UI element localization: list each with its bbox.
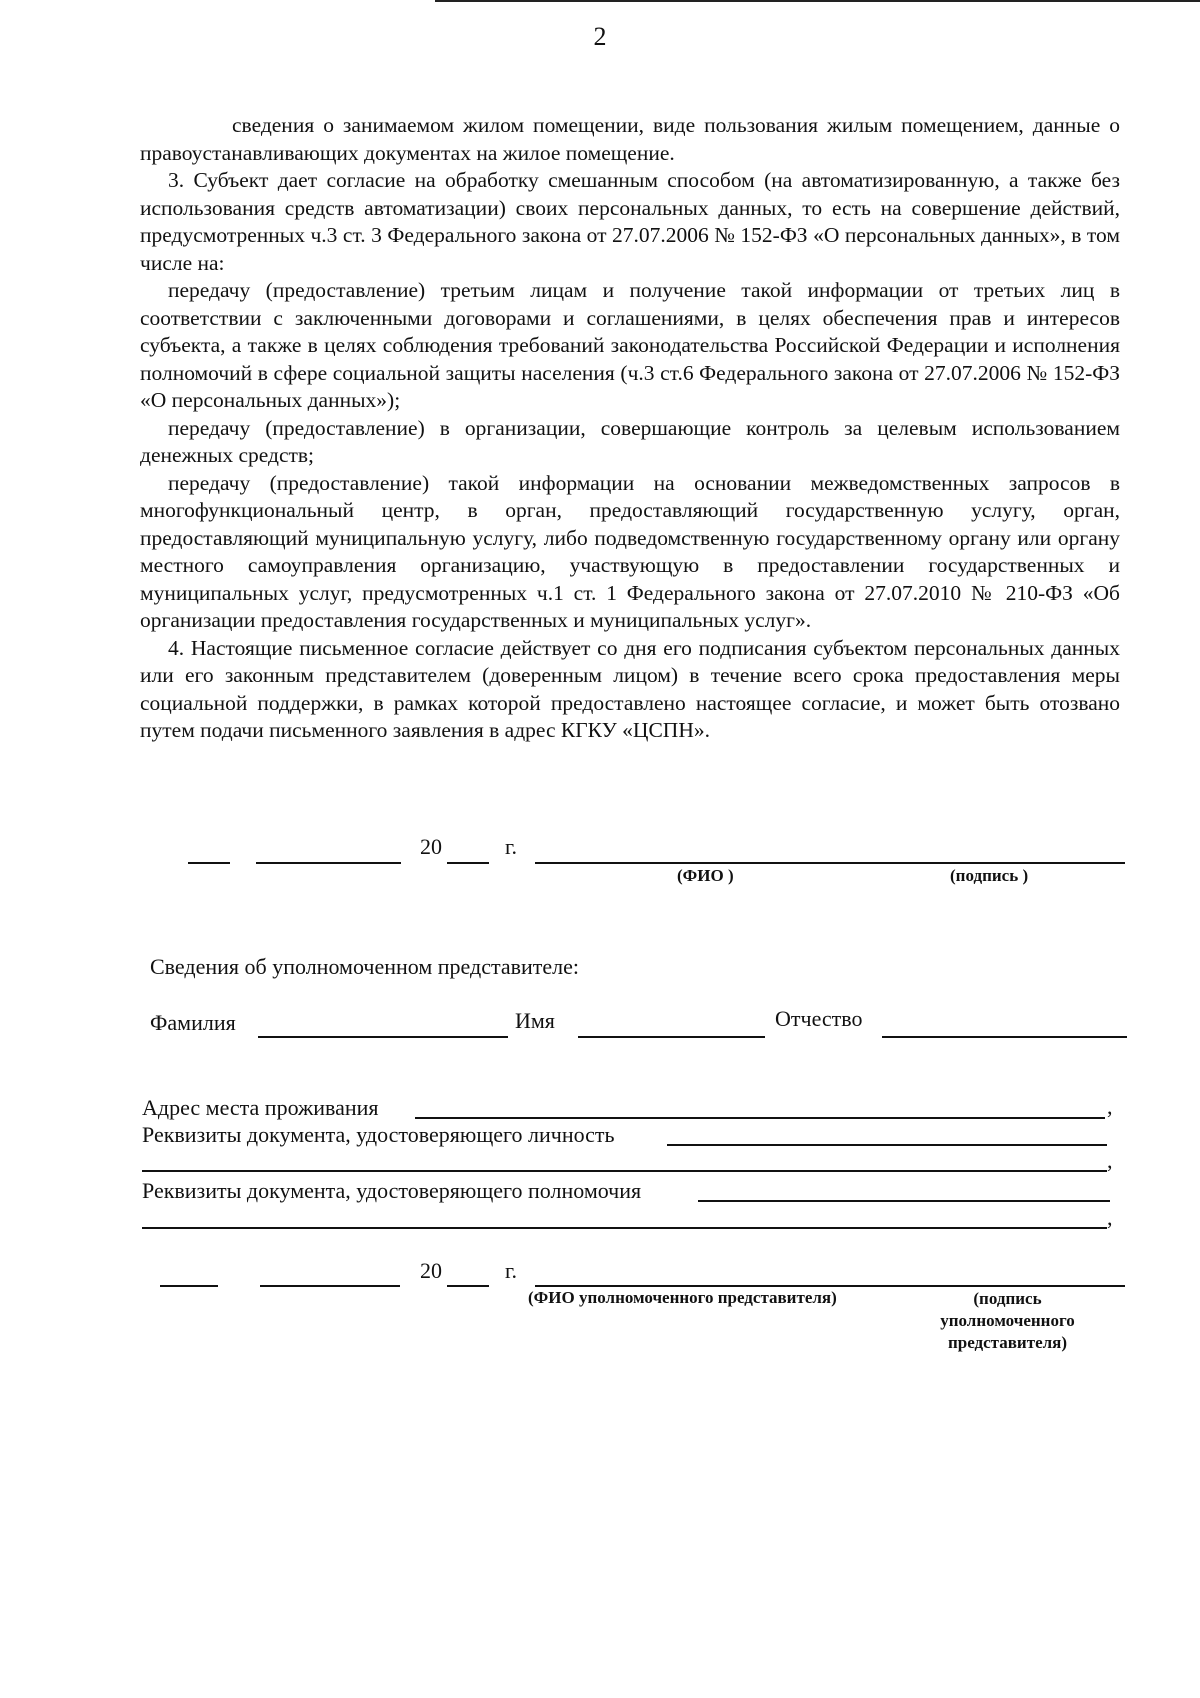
id-document-field-line2[interactable] (142, 1170, 1107, 1172)
year-suffix-2: г. (505, 1258, 518, 1283)
patronymic-label: Отчество (775, 1006, 863, 1031)
month-blank[interactable] (256, 862, 401, 864)
address-field[interactable] (415, 1117, 1105, 1119)
address-label: Адрес места проживания (142, 1095, 379, 1120)
day-blank-2[interactable] (160, 1285, 218, 1287)
id-document-comma: , (1107, 1148, 1113, 1173)
name-label: Имя (515, 1008, 555, 1033)
id-document-label: Реквизиты документа, удостоверяющего личность (142, 1122, 615, 1147)
paragraph-consent-4: 4. Настоящие письменное согласие действует со дня его подписания субъектом персональных данных или его законным представителем (доверенным лицом) в течение всего срока предоставления меры социальной поддержки, в рамках которой предоставлено настоящее согласие, и может быть отозвано путем подачи письменного заявления в адрес КГКУ «ЦСПН». (140, 635, 1120, 742)
year-blank[interactable] (447, 862, 489, 864)
year-blank-2[interactable] (447, 1285, 489, 1287)
address-comma: , (1107, 1094, 1113, 1119)
surname-label: Фамилия (150, 1010, 236, 1035)
authority-document-field-line2[interactable] (142, 1227, 1107, 1229)
name-field[interactable] (578, 1036, 765, 1038)
fio-signature-line-2[interactable] (535, 1285, 1125, 1287)
fio-caption: (ФИО ) (677, 866, 734, 885)
paragraph-interagency: передачу (предоставление) такой информации на основании межведомственных запросов в многофункциональный центр, в орган, предоставляющий государственную услугу, орган, предоставляющий муниципальную услугу, либо подведомственную государственному органу или органу местного самоуправления организацию, участвующую в предоставлении государственных и муниципальных услуг, предусмотренных ч.1 ст. 1 Федерального закона от 27.07.2010 № 210-ФЗ «Об организации предоставления государственных и муниципальных услуг». (140, 470, 1120, 632)
authority-document-field[interactable] (698, 1200, 1110, 1202)
patronymic-field[interactable] (882, 1036, 1127, 1038)
signature-caption-2: (подпись уполномоченного представителя) (940, 1289, 1075, 1352)
page-number: 2 (593, 22, 607, 51)
fio-caption-2: (ФИО уполномоченного представителя) (528, 1288, 837, 1307)
authority-document-comma: , (1107, 1205, 1113, 1230)
paragraph-consent-3: 3. Субъект дает согласие на обработку смешанным способом (на автоматизированную, а также без использования средств автоматизации) своих персональных данных, то есть на совершение действий, предусмотренных ч.3 ст. 3 Федерального закона от 27.07.2006 № 152-ФЗ «О персональных данных», в том числе на: (140, 168, 1120, 275)
day-blank[interactable] (188, 862, 230, 864)
fio-signature-line[interactable] (535, 862, 1125, 864)
year-prefix-2: 20 (420, 1258, 442, 1283)
year-suffix: г. (505, 834, 518, 859)
representative-heading: Сведения об уполномоченном представителе: (150, 954, 580, 979)
year-prefix: 20 (420, 834, 442, 859)
id-document-field[interactable] (667, 1144, 1107, 1146)
top-border-line (435, 0, 1200, 2)
authority-document-label: Реквизиты документа, удостоверяющего полномочия (142, 1178, 642, 1203)
paragraph-control-orgs: передачу (предоставление) в организации, совершающие контроль за целевым использованием денежных средств; (140, 415, 1120, 467)
surname-field[interactable] (258, 1036, 508, 1038)
month-blank-2[interactable] (260, 1285, 400, 1287)
document-body (140, 112, 1120, 745)
paragraph-third-parties: передачу (предоставление) третьим лицам и получение такой информации от третьих лиц в соответствии с заключенными договорами и соглашениями, в целях обеспечения прав и интересов субъекта, а также в целях соблюдения требований законодательства Российской Федерации и исполнения полномочий в сфере социальной защиты населения (ч.3 ст.6 Федерального закона от 27.07.2006 № 152-ФЗ «О персональных данных»); (140, 278, 1120, 412)
paragraph-housing-info: сведения о занимаемом жилом помещении, виде пользования жилым помещением, данные о правоустанавливающих документах на жилое помещение. (140, 113, 1120, 165)
signature-caption: (подпись ) (950, 866, 1029, 885)
